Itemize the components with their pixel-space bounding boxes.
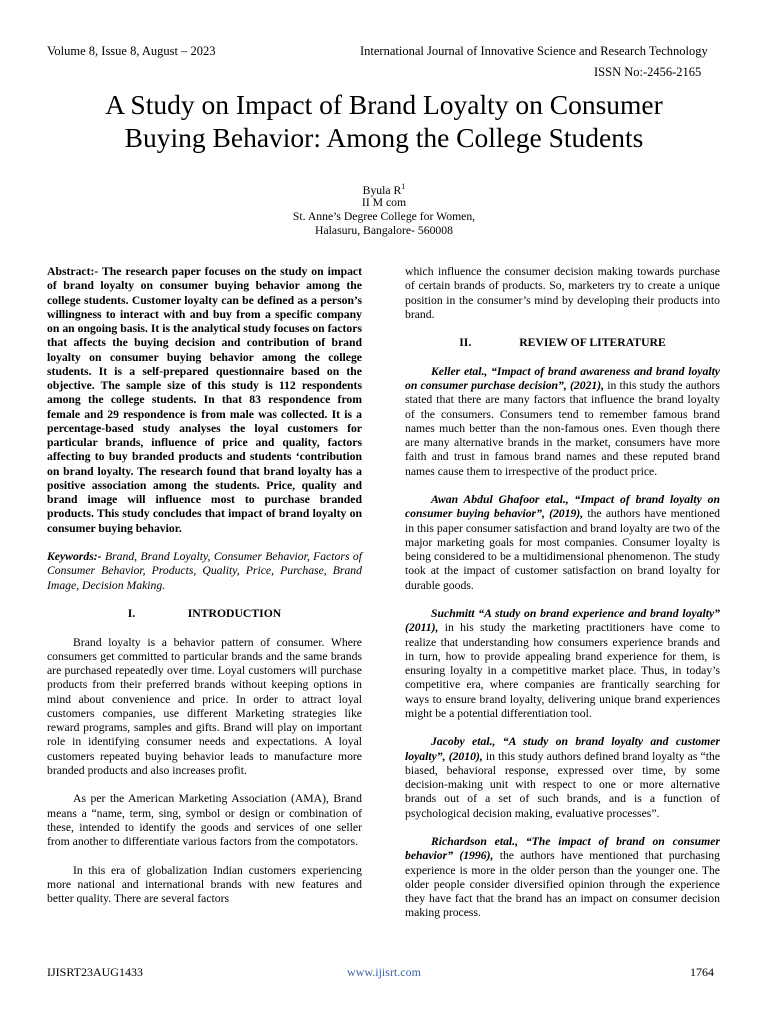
author-degree: II M com: [361, 196, 407, 209]
footer-website-link[interactable]: www.ijisrt.com: [347, 965, 421, 979]
left-column: [47, 265, 362, 906]
author-name: [0, 182, 768, 197]
reference-text: the authors have mentioned that purchasing experience is more in the older person than the younger one. The older people consider diversified opinion through the experience they have fact that the brand has an impact on consumer decision making process.: [405, 849, 720, 920]
paper-title: [0, 88, 768, 154]
section-title: INTRODUCTION: [187, 607, 282, 620]
author-sup: 1: [401, 182, 406, 191]
volume-info: Volume 8, Issue 8, August – 2023: [47, 44, 216, 58]
intro-paragraph-2: As per the American Marketing Association (AMA), Brand means a “name, term, sing, symbol or design or combination of these, intended to identify the goods and services of one seller from another to differentiate various factors from the compotators.: [47, 792, 362, 848]
keywords-text: Brand, Brand Loyalty, Consumer Behavior, Factors of Consumer Behavior, Products, Quality, Price, Purchase, Brand Image, Decision Making.: [47, 550, 362, 592]
keywords-label: Keywords:-: [47, 550, 102, 563]
section-number: II.: [459, 336, 472, 350]
author-name-text: Byula R: [362, 183, 402, 197]
issn: ISSN No:-2456-2165: [594, 65, 702, 79]
abstract-label: Abstract:-: [47, 265, 99, 278]
keywords: [47, 550, 362, 593]
author-college: St. Anne’s Degree College for Women,: [292, 210, 476, 223]
reference-paragraph: [405, 835, 720, 921]
section-number: I.: [127, 607, 136, 620]
abstract: [47, 265, 362, 536]
section-heading-introduction: [47, 607, 362, 621]
reference-paragraph: [405, 607, 720, 721]
reference-citation: Jacoby etal., “A study on brand loyalty and customer loyalty”, (2010),: [405, 735, 720, 763]
section-heading-review: [405, 336, 720, 350]
journal-name: International Journal of Innovative Science and Research Technology: [360, 44, 708, 58]
intro-paragraph-1: Brand loyalty is a behavior pattern of consumer. Where consumers get committed to particular brands and the same brands are purchased repeatedly over time. Loyal customers will purchase products from their preferred brands without keeping options in mind about convenience and price. In order to attract loyal customers companies, use different Marketing strategies like reward programs, samples and gifts. Brand will play on important role in identifying consumer needs and expectations. A loyal customers repeated buying behavior leads to manufacture more branded products and also increases profit.: [47, 635, 362, 777]
reference-citation: Suchmitt “A study on brand experience and brand loyalty” (2011),: [405, 607, 720, 635]
right-column: [405, 265, 720, 921]
reference-paragraph: [405, 365, 720, 479]
footer-page-number: 1764: [690, 965, 714, 979]
reference-citation: Keller etal., “Impact of brand awareness and brand loyalty on consumer purchase decision”, (2021),: [405, 364, 720, 392]
section-title: REVIEW OF LITERATURE: [519, 336, 666, 350]
title-line-1: A Study on Impact of Brand Loyalty on Consumer: [105, 89, 663, 120]
reference-text: in this study the authors stated that there are many factors that influence the brand loyalty of the consumers. Consumers tend to remember famous brand names much better than the non-famous ones. Even though there are many alternative brands in the market, consumers have more faith and trust in famous brand names and these reputed brand names cause them to irrespective of the product price.: [405, 379, 720, 478]
reference-citation: Richardson etal., “The impact of brand on consumer behavior” (1996),: [405, 835, 720, 863]
footer-paper-id: IJISRT23AUG1433: [47, 965, 143, 979]
reference-paragraph: [405, 493, 720, 593]
abstract-text: The research paper focuses on the study on impact of brand loyalty on consumer buying behavior among the college students. Customer loyalty can be defined as a person’s willingness to interact with and buy from a specific company on an ongoing basis. It is the analytical study focuses on factors that affects the buying decision and contribution of brand loyalty on consumer buying behavior among the college students. It is a self-prepared questionnaire based on the objective. The sample size of this study is 112 respondents among the college students. In that 83 respondence from female and 29 respondence is from male was collected. It is a percentage-based study analyses the loyal customers for particular brands, influence of price and quality, factors affecting to buy branded products and students ‘contribution on brand loyalty. The research found that brand loyalty has a positive association among the students. Price, quality and brand image will influence most to purchase branded products. This study concludes that impact of brand loyalty on consumer buying behavior.: [47, 265, 362, 535]
reference-paragraph: [405, 735, 720, 821]
reference-text: the authors have mentioned in this paper consumer satisfaction and brand loyalty are two of the major marketing goals for most companies. Consumer loyalty is being considered to be a multidimensional phenomenon. The study took at the impact of customer satisfaction on brand loyalty for durable goods.: [405, 507, 720, 592]
reference-text: in his study the marketing practitioners have come to realize that understanding how consumers experience brands and in turn, how to provide appealing brand experience for them, is ensuring loyalty in a competitive market place. Thus, in today’s competitive era, where companies are frantically searching for ways to ensure brand loyalty, delivering unique brand experiences might be a potential differentiation tool.: [405, 621, 720, 720]
author-address: Halasuru, Bangalore- 560008: [315, 224, 453, 237]
intro-paragraph-3: In this era of globalization Indian customers experiencing more national and international brands with new features and better quality. There are several factors: [47, 863, 362, 905]
reference-citation: Awan Abdul Ghafoor etal., “Impact of brand loyalty on consumer buying behavior”, (2019),: [405, 493, 720, 521]
reference-text: in this study authors defined brand loyalty as “the biased, behavioral response, expressed over time, by some decision-making unit with respect to one or more alternative brands out of a set of such brands, and is a function of psychological decision making, evaluative processes”.: [405, 749, 721, 820]
title-line-2: Buying Behavior: Among the College Students: [124, 122, 644, 153]
intro-continuation: which influence the consumer decision making towards purchase of certain brands of products. So, marketers try to create a unique position in the consumer’s mind by developing their products into brand.: [405, 265, 720, 321]
